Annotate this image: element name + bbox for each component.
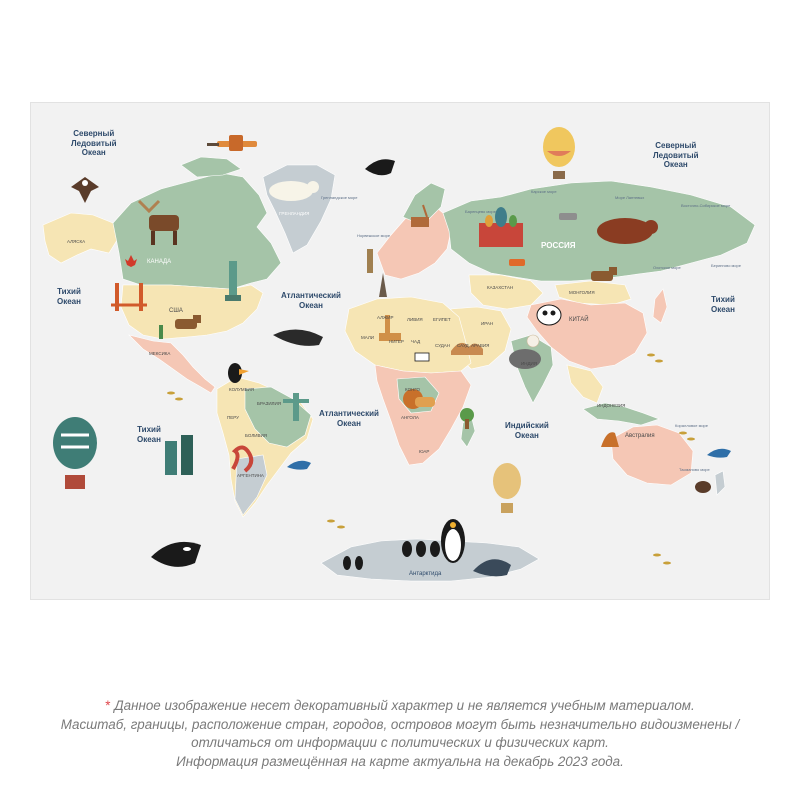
land-canada (113, 173, 281, 289)
eiffel-tower-icon (379, 273, 387, 297)
disclaimer-text (0, 697, 800, 771)
orca-icon (365, 159, 395, 175)
land-new-zealand (715, 471, 725, 495)
ocean-label-atlantic-north: Атлантический Океан (281, 291, 341, 310)
country-label-mexico: МЕКСИКА (149, 351, 171, 356)
penguin-group-icon (402, 541, 440, 557)
country-label-south-africa: ЮАР (419, 449, 430, 454)
sea-label-laptev-sea: Море Лаптевых (615, 195, 645, 200)
hot-air-balloon-icon-3 (493, 463, 521, 513)
country-label-angola: АНГОЛА (401, 415, 419, 420)
elephant-icon (509, 349, 541, 369)
ocean-label-pacific-right: Тихий Океан (711, 295, 735, 314)
country-label-kazakhstan: КАЗАХСТАН (487, 285, 514, 290)
ocean-label-atlantic-south: Атлантический Океан (319, 409, 379, 428)
map-land-layer (31, 103, 770, 600)
panda-icon (537, 305, 561, 325)
world-map (30, 102, 770, 600)
dolphin-icon-2 (707, 449, 731, 458)
country-label-greenland: ГРЕНЛАНДИЯ (279, 211, 310, 216)
hot-air-balloon-icon-2 (53, 417, 97, 489)
land-mexico (129, 335, 215, 393)
country-label-bolivia: БОЛИВИЯ (245, 433, 268, 438)
disclaimer-line-3: отличаться от информации с политических и физических карт. (191, 735, 609, 750)
moai-icon (165, 435, 193, 475)
country-label-colombia: КОЛУМБИЯ (229, 387, 255, 392)
hot-air-balloon-icon (543, 127, 575, 179)
zebra-icon (415, 353, 429, 361)
ocean-label-pacific-left: Тихий Океан (57, 287, 81, 306)
land-greenland (263, 165, 335, 253)
biplane-icon (207, 135, 257, 151)
land-japan (653, 289, 667, 323)
country-label-mali: МАЛИ (361, 335, 375, 340)
eagle-icon (71, 177, 99, 203)
country-label-indonesia: ИНДОНЕЗИЯ (597, 403, 626, 408)
disclaimer-line-4: Информация размещённая на карте актуальна на декабрь 2023 года. (176, 753, 624, 769)
land-alaska (43, 213, 119, 263)
country-label-usa: США (169, 308, 183, 314)
dolphin-icon (287, 461, 311, 470)
disclaimer-line-1: * Данное изображение несет декоративный характер и не является учебным материалом. (105, 698, 695, 713)
country-label-mongolia: МОНГОЛИЯ (569, 290, 595, 295)
country-label-russia: РОССИЯ (541, 241, 576, 250)
country-label-india: ИНДИЯ (521, 361, 538, 366)
country-label-alaska: АЛЯСКА (67, 239, 86, 244)
country-label-congo: КОНГО (405, 387, 421, 392)
land-kazakhstan (469, 275, 543, 309)
kangaroo-icon (601, 432, 619, 447)
disclaimer-star: * (105, 698, 111, 713)
ocean-label-indian: Индийский Океан (505, 421, 549, 440)
sea-label-bering-sea: Берингово море (711, 263, 741, 268)
country-label-sudan: СУДАН (435, 343, 451, 348)
disclaimer-line-2: Масштаб, границы, расположение стран, городов, островов могут быть незначительно видоизменены / (60, 716, 740, 732)
country-label-iran: ИРАН (481, 321, 494, 326)
country-label-egypt: ЕГИПЕТ (433, 317, 451, 322)
country-label-libya: ЛИВИЯ (407, 317, 423, 322)
wolf-icon (559, 213, 577, 220)
cactus-icon (159, 325, 163, 339)
ocean-label-pacific-south: Тихий Океан (137, 425, 161, 444)
sea-label-kara-sea: Карское море (531, 189, 557, 194)
country-label-chad: ЧАД (411, 339, 421, 344)
country-label-antarctica: Антарктида (409, 571, 442, 577)
walrus-icon (273, 329, 323, 345)
sea-label-barents-sea: Баренцево море (465, 209, 496, 214)
taj-mahal-icon (527, 335, 539, 347)
country-label-australia: Австралия (625, 433, 655, 439)
land-arctic-islands (181, 157, 241, 177)
sea-label-east-siberian: Восточно-Сибирское море (681, 203, 731, 208)
land-se-asia (567, 365, 603, 403)
country-label-algeria: АЛЖИР (377, 315, 394, 320)
country-label-niger: НИГЕР (389, 339, 404, 344)
sea-label-norwegian-sea: Норвежское море (357, 233, 391, 238)
country-label-canada: КАНАДА (147, 259, 172, 265)
sea-label-okhotsk-sea: Охотское море (653, 265, 681, 270)
country-label-saudi: САУД. АРАВИЯ (457, 343, 490, 348)
big-ben-icon (367, 249, 373, 273)
penguin-icon (441, 519, 465, 563)
kiwi-bird-icon (695, 481, 711, 493)
ocean-label-arctic-left: Северный Ледовитый Океан (71, 129, 117, 157)
country-label-china: КИТАЙ (569, 317, 589, 323)
sea-label-tasman-sea: Тасманово море (679, 467, 710, 472)
ocean-label-arctic-right: Северный Ледовитый Океан (653, 141, 699, 169)
country-label-brazil: БРАЗИЛИЯ (257, 401, 281, 406)
sea-label-coral-sea: Коралловое море (675, 423, 709, 428)
orca-icon-2 (151, 542, 201, 567)
country-label-argentina: АРГЕНТИНА (237, 473, 264, 478)
country-label-peru: ПЕРУ (227, 415, 239, 420)
fox-icon (509, 259, 525, 266)
sea-label-greenland-sea: Гренландское море (321, 195, 358, 200)
